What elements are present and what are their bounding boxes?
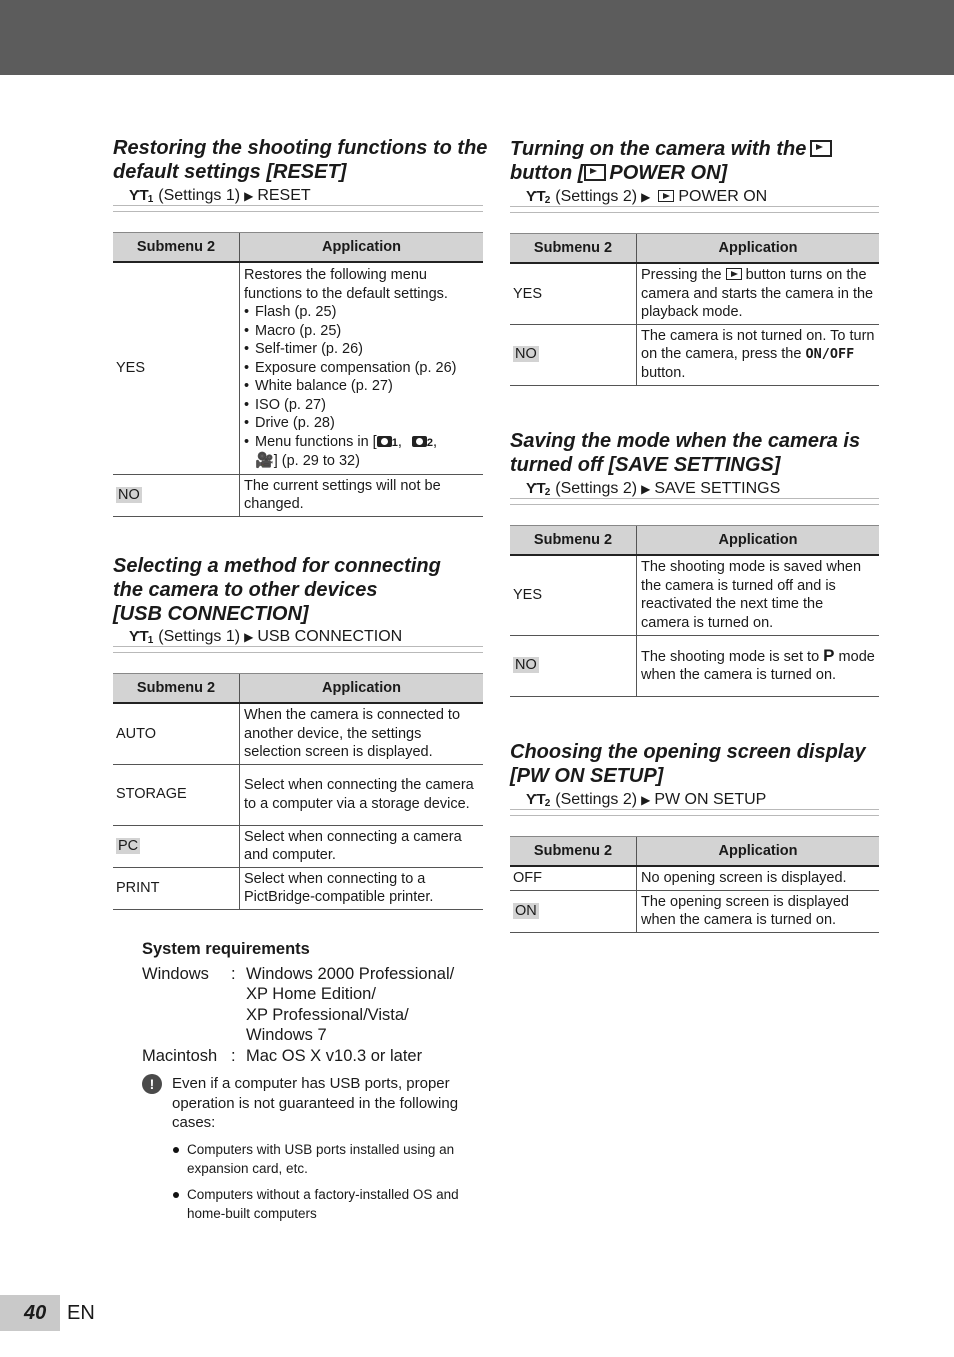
power-on-heading: Turning on the camera with the button [ POWER ON] bbox=[510, 137, 879, 185]
table-row: PC Select when connecting a camera and computer. bbox=[113, 825, 483, 867]
pw-on-setup-section bbox=[510, 740, 879, 933]
playback-button-icon bbox=[726, 268, 742, 280]
page-number: 40 bbox=[24, 1302, 47, 1324]
system-requirements-heading: System requirements bbox=[142, 940, 310, 958]
camera-2-icon bbox=[412, 436, 427, 447]
table-row: NO The camera is not turned on. To turn on the camera, press the ON/OFF button. bbox=[510, 324, 879, 385]
save-settings-menu-path: $ƳT_2$ (Settings 2) ▶ SAVE SETTINGS bbox=[510, 483, 879, 505]
usb-section bbox=[113, 554, 483, 910]
power-on-section bbox=[510, 137, 879, 386]
reset-section bbox=[113, 136, 488, 517]
triangle-right-icon: ▶ bbox=[641, 190, 651, 204]
power-on-menu-path: $ƳT_2$ (Settings 2) ▶ POWER ON bbox=[510, 191, 879, 213]
caution-icon: ! bbox=[142, 1074, 162, 1094]
settings-wrench-icon: $ƳT_2$ bbox=[526, 480, 550, 498]
save-settings-heading: Saving the mode when the camera is turned off [SAVE SETTINGS] bbox=[510, 430, 861, 476]
table-row: STORAGE Select when connecting the camera to a computer via a storage device. bbox=[113, 764, 483, 825]
settings-wrench-icon: $ƳT_1$ bbox=[129, 628, 153, 646]
system-requirements: System requirements Windows : Windows 2000 Professional/ XP Home Edition/ XP Professional/Vista/ Windows 7 Macintosh : Mac OS X v10.3 or later ! Even if a computer has USB ports, proper operation is not guaranteed in the following cases: Computers with USB ports installed using an expansion card, etc. Computers without a factory-installed OS and home-built computers bbox=[142, 939, 482, 1223]
playback-button-icon bbox=[584, 164, 606, 181]
settings-wrench-icon: $ƳT_2$ bbox=[526, 791, 550, 809]
triangle-right-icon: ▶ bbox=[641, 482, 651, 496]
caution-note: ! Even if a computer has USB ports, proper operation is not guaranteed in the following cases: bbox=[142, 1074, 482, 1133]
usb-table: Submenu 2 Application AUTO When the camera is connected to another device, the settings selection screen is displayed. STORAGE Select when connecting the camera to a computer via a storage device. PC Select when connecting a camera and computer. PRINT Select when connecting to a PictBridge-compatible printer. bbox=[113, 673, 483, 910]
table-row: OFF No opening screen is displayed. bbox=[510, 866, 879, 890]
on-off-button-label: ON/OFF bbox=[805, 346, 855, 363]
table-row: ON The opening screen is displayed when the camera is turned on. bbox=[510, 890, 879, 932]
table-row: YES The shooting mode is saved when the camera is turned off and is reactivated the next time the camera is turned on. bbox=[510, 555, 879, 635]
table-row: YES Restores the following menu functions to the default settings. • Flash (p. 25) • Macro (p. 25) • Self-timer (p. 26) • Exposure compensation (p. 26) • White balance (p. 27) • ISO (p. 27) • Drive (p. 28) • Menu functions in [ 1, 2, 🎥] (p. 29 to 32) bbox=[113, 262, 483, 474]
table-row: NO The shooting mode is set to P mode when the camera is turned on. bbox=[510, 635, 879, 696]
triangle-right-icon: ▶ bbox=[244, 189, 254, 203]
table-row: NO The current settings will not be changed. bbox=[113, 474, 483, 516]
reset-table: Submenu 2 Application YES Restores the following menu functions to the default settings. • Flash (p. 25) • Macro (p. 25) • Self-timer (p. 26) • Exposure compensation (p. 26) • White balance (p. 27) • ISO (p. 27) • Drive (p. 28) • Menu functions in [ 1, 2, 🎥] (p. 29 to 32) NO The current settings will not be changed. bbox=[113, 232, 483, 517]
settings-wrench-icon: $ƳT_2$ bbox=[526, 188, 550, 206]
triangle-right-icon: ▶ bbox=[641, 793, 651, 807]
reset-heading: Restoring the shooting functions to the default settings [RESET] bbox=[113, 137, 488, 183]
reset-menu-path: $ƳT_1$ (Settings 1) ▶ RESET bbox=[113, 190, 483, 212]
save-settings-table: Submenu 2 Application YES The shooting mode is saved when the camera is turned off and is reactivated the next time the camera is turned on. NO The shooting mode is set to P mode when the camera is turned on. bbox=[510, 525, 879, 697]
usb-menu-path: $ƳT_1$ (Settings 1) ▶ USB CONNECTION bbox=[113, 631, 483, 653]
program-mode-icon: P bbox=[823, 645, 835, 665]
list-item: Computers without a factory-installed OS and home-built computers bbox=[142, 1185, 482, 1223]
triangle-right-icon: ▶ bbox=[244, 630, 254, 644]
table-row: YES Pressing the button turns on the camera and starts the camera in the playback mode. bbox=[510, 263, 879, 324]
pw-on-setup-heading: Choosing the opening screen display [PW ON SETUP] bbox=[510, 741, 866, 787]
power-on-table: Submenu 2 Application YES Pressing the button turns on the camera and starts the camera in the playback mode. NO The camera is not turned on. To turn on the camera, press the ON/OFF button. bbox=[510, 233, 879, 386]
pw-on-setup-menu-path: $ƳT_2$ (Settings 2) ▶ PW ON SETUP bbox=[510, 794, 879, 816]
save-settings-section bbox=[510, 429, 879, 697]
header-bar bbox=[0, 0, 954, 75]
usb-heading: Selecting a method for connecting the camera to other devices [USB CONNECTION] bbox=[113, 555, 441, 625]
playback-button-icon bbox=[658, 190, 674, 202]
list-item: Computers with USB ports installed using an expansion card, etc. bbox=[142, 1140, 482, 1178]
camera-1-icon bbox=[377, 436, 392, 447]
playback-button-icon bbox=[810, 140, 832, 157]
table-row: AUTO When the camera is connected to another device, the settings selection screen is displayed. bbox=[113, 703, 483, 764]
movie-camera-icon: 🎥 bbox=[255, 452, 274, 469]
language-label: EN bbox=[67, 1302, 95, 1324]
reset-function-list: • Flash (p. 25) • Macro (p. 25) • Self-timer (p. 26) • Exposure compensation (p. 26) • White balance (p. 27) • ISO (p. 27) • Drive (p. 28) • Menu functions in [ 1, 2, 🎥] (p. 29 to 32) bbox=[244, 303, 479, 471]
pw-on-setup-table: Submenu 2 Application OFF No opening screen is displayed. ON The opening screen is displayed when the camera is turned on. bbox=[510, 836, 879, 933]
table-row: PRINT Select when connecting to a PictBridge-compatible printer. bbox=[113, 867, 483, 909]
settings-wrench-icon: $ƳT_1$ bbox=[129, 187, 153, 205]
